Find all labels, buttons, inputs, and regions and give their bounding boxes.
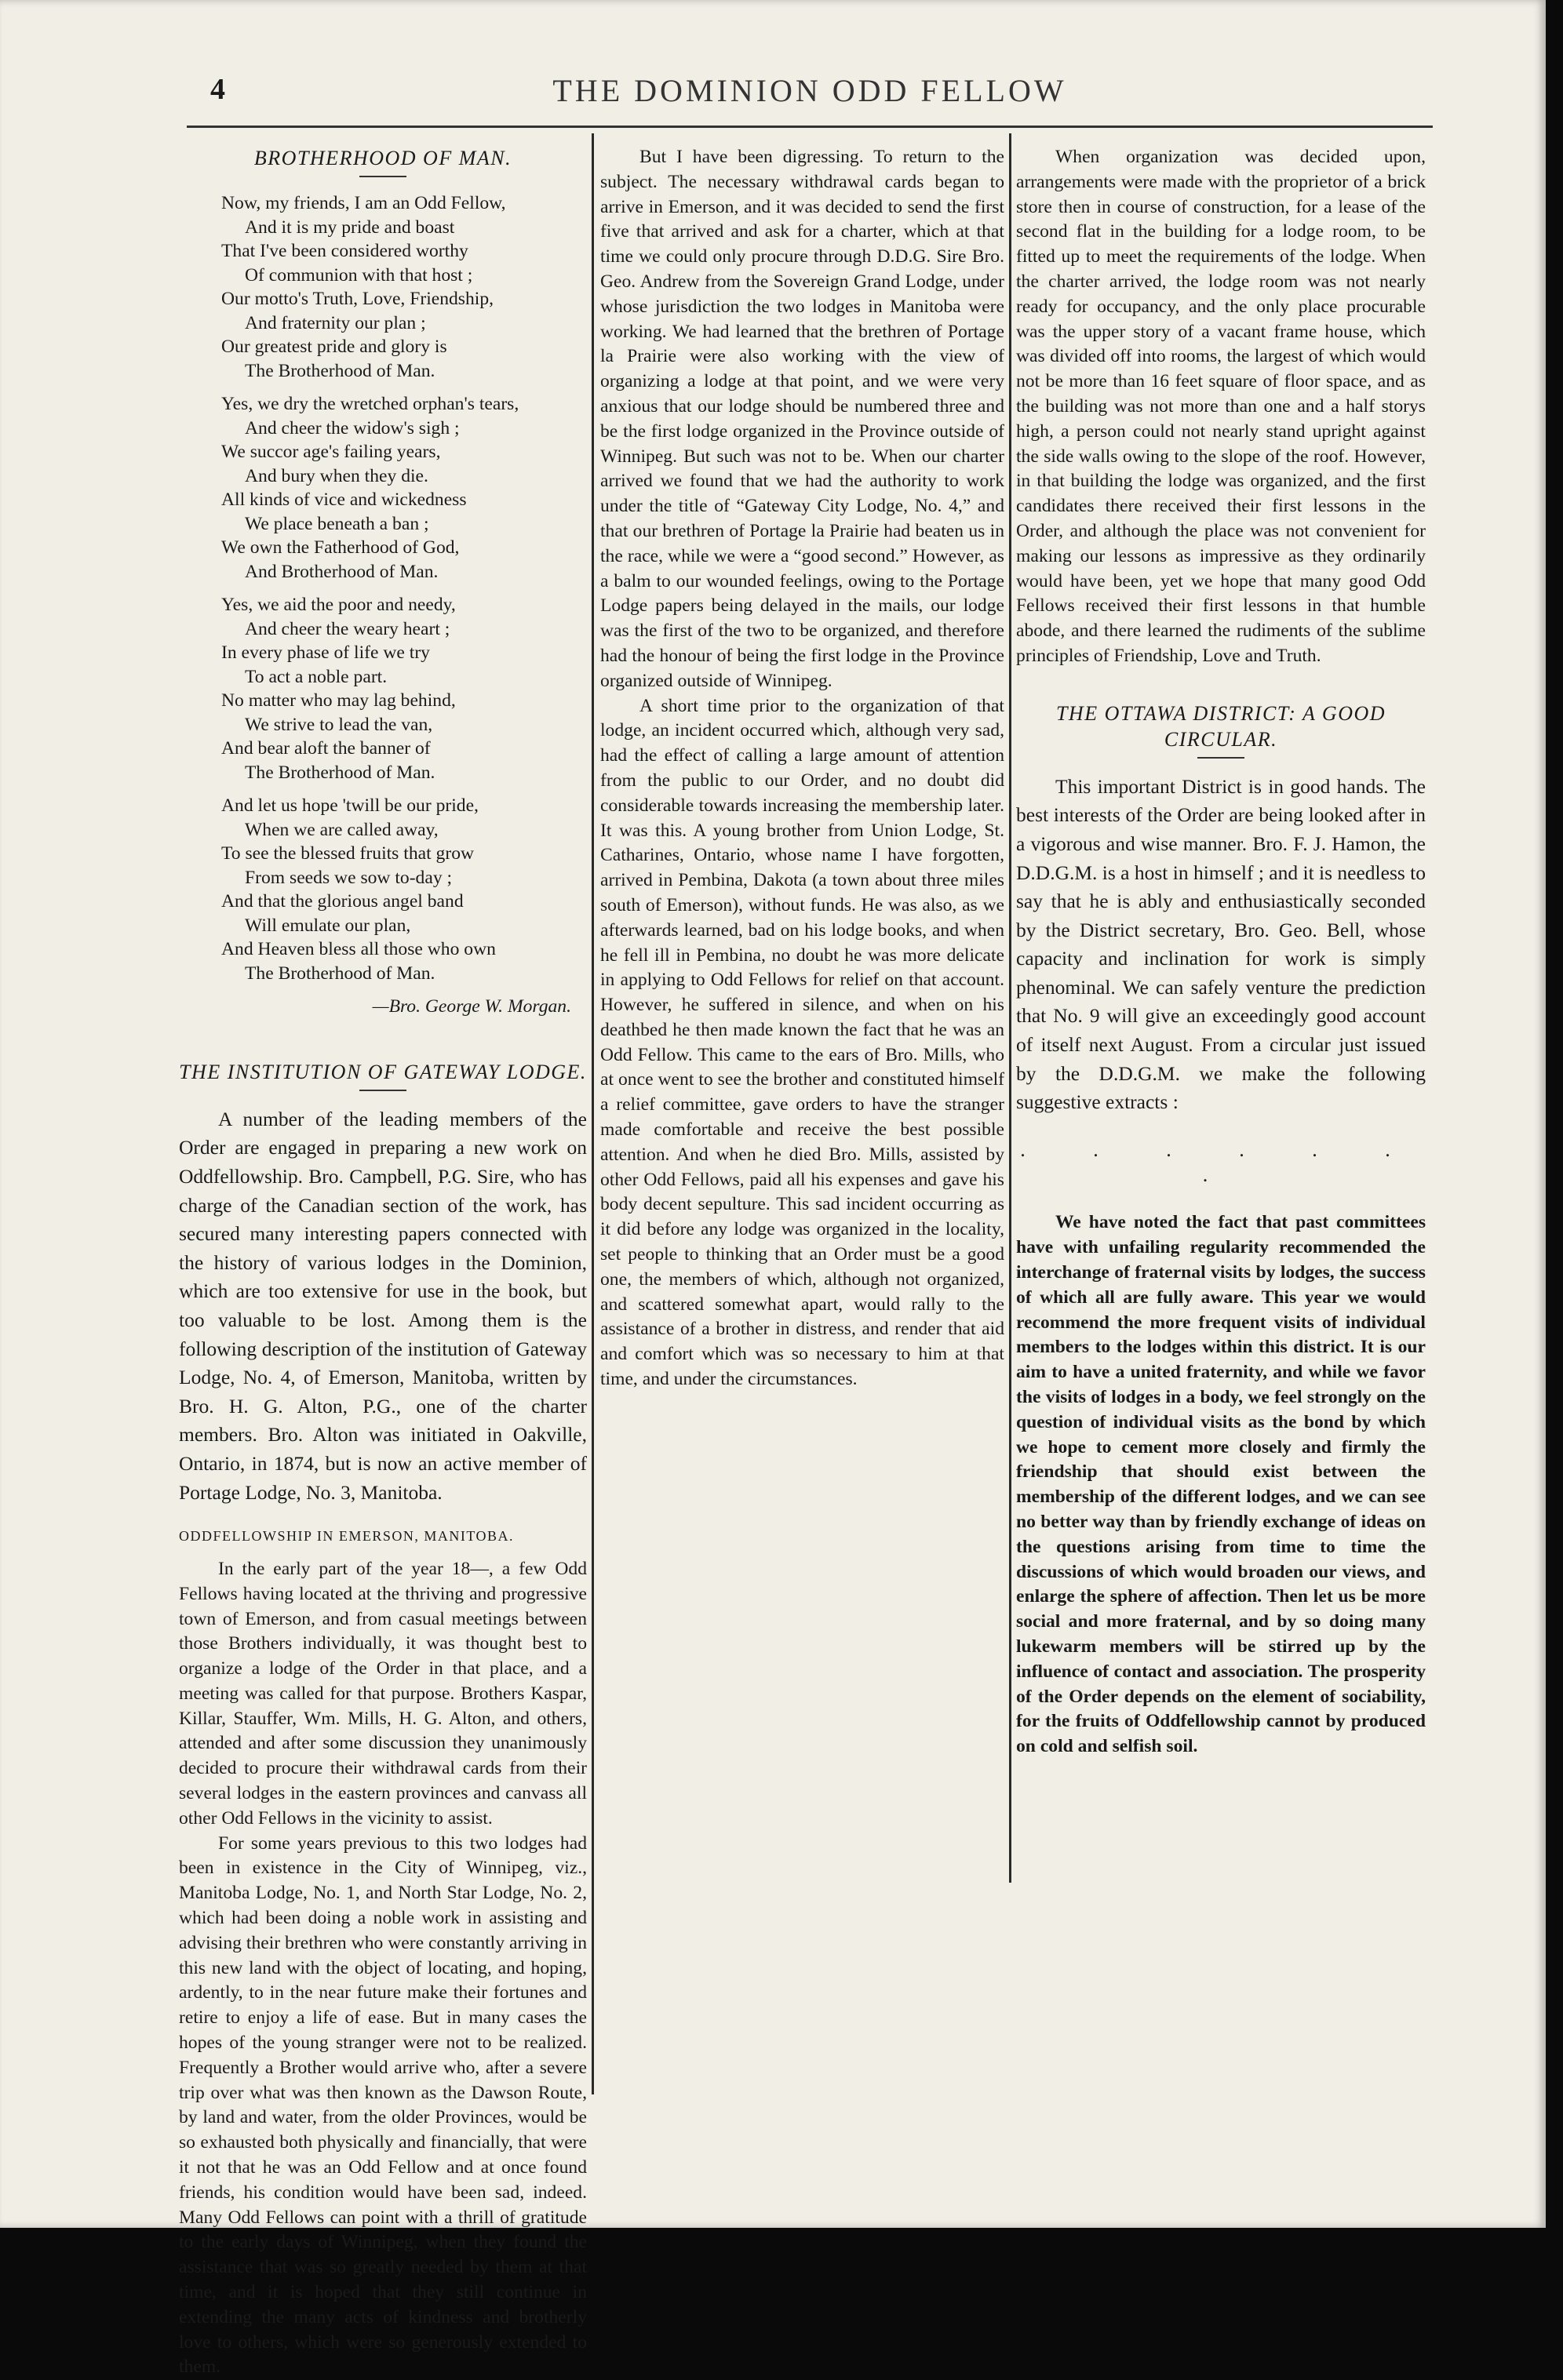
poem-stanza <box>221 392 587 584</box>
spacer <box>1016 669 1426 701</box>
poem-line: Will emulate our plan, <box>245 915 411 936</box>
poem-line: To act a noble part. <box>245 666 388 687</box>
poem-body <box>221 191 587 985</box>
poem-line: Of communion with that host ; <box>245 264 473 286</box>
poem-line: And Heaven bless all those who own <box>221 939 496 959</box>
page-header <box>187 69 1433 116</box>
column-divider <box>1009 133 1011 1883</box>
column-middle <box>600 145 1004 2153</box>
poem-line: And let us hope 'twill be our pride, <box>221 795 479 816</box>
poem-title: BROTHERHOOD OF MAN. <box>253 147 512 169</box>
poem-line: From seeds we sow to-day ; <box>245 867 453 888</box>
paragraph: But I have been digressing. To return to the subject. The necessary withdrawal cards began to arrive in Emerson, and it was decided to send the first five that arrived and ask for a charter, which at that time we could only procure through D.D.G. Sire Bro. Geo. Andrew from the Sovereign Grand Lodge, under whose jurisdiction the two lodges in Manitoba were working. We had learned that the brethren of Portage la Prairie were also working with the view of organizing a lodge at that point, and we were very anxious that our lodge should be numbered three and be the first lodge organized in the Province outside of Winnipeg. But such was not to be. When our charter arrived we found that we had the authority to work under the title of “Gateway City Lodge, No. 4,” and that our brethren of Portage la Prairie had beaten us in the race, while we were a “good second.” However, as a balm to our wounded feelings, owing to the Portage Lodge papers being delayed in the mails, our lodge was the first of the two to be organized, and therefore had the honour of being the first lodge in the Province organized outside of Winnipeg. <box>600 147 1004 691</box>
poem-stanza <box>221 794 587 985</box>
paragraph: For some years previous to this two lodges had been in existence in the City of Winnipeg, viz., Manitoba Lodge, No. 1, and North Star Lodge, No. 2, which had been doing a noble work in assisting and advising their brethren who were constantly arriving in this new land with the object of locating, and hoping, ardently, to in the near future make their fortunes and retire to enjoy a life of ease. But in many cases the hopes of the young stranger were not to be realized. Frequently a Brother would arrive who, after a severe trip over what was then known as the Dawson Route, by land and water, from the older Provinces, would be so exhausted both physically and financially, that were it not that he was an Odd Fellow and at once found friends, his condition would have been sad, indeed. Many Odd Fellows can point with a thrill of gratitude to the early days of Winnipeg, when they found the assistance that was so greatly needed by them at that time, and it is hoped that they still continue in extending the many acts of kindness and brotherly love to others, which were so generously extended to them. <box>179 1832 587 2378</box>
poem-line: We succor age's failing years, <box>221 442 441 462</box>
title-rule <box>359 1090 406 1091</box>
poem-line: Our greatest pride and glory is <box>221 337 447 357</box>
paragraph: In the early part of the year 18—, a few Odd Fellows having located at the thriving and progressive town of Emerson, and from casual meetings between those Brothers individually, it was thought best to organize a lodge of the Order in that place, and a meeting was called for that purpose. Brothers Kaspar, Killar, Stauffer, Wm. Mills, H. G. Alton, and others, attended and after some discussion they unanimously decided to procure their withdrawal cards from their several lodges in the eastern provinces and canvass all other Odd Fellows in the vicinity to assist. <box>179 1558 587 1829</box>
poem-line: The Brotherhood of Man. <box>245 360 435 381</box>
poem-line: And it is my pride and boast <box>245 217 455 238</box>
poem-line: We own the Fatherhood of God, <box>221 537 460 558</box>
poem-line: We strive to lead the van, <box>245 714 433 735</box>
running-title: THE DOMINION ODD FELLOW <box>552 73 1067 108</box>
poem-line: And cheer the weary heart ; <box>245 618 450 639</box>
poem-line: Now, my friends, I am an Odd Fellow, <box>221 193 506 213</box>
poem-stanza <box>221 593 587 784</box>
ottawa-intro <box>1016 773 1426 1117</box>
article-title: THE INSTITUTION OF GATEWAY LODGE. <box>179 1060 587 1083</box>
poem-line: The Brotherhood of Man. <box>245 762 435 783</box>
poem-line: Our motto's Truth, Love, Friendship, <box>221 289 494 309</box>
poem-line: The Brotherhood of Man. <box>245 963 435 984</box>
article-title: THE OTTAWA DISTRICT: A GOOD CIRCULAR. <box>1055 701 1386 751</box>
poem-line: That I've been considered worthy <box>221 241 468 261</box>
poem-stanza <box>221 191 587 383</box>
article-intro <box>179 1105 587 1507</box>
poem-line: Yes, we aid the poor and needy, <box>221 595 456 615</box>
poem-line: And that the glorious angel band <box>221 891 464 912</box>
poem-line: No matter who may lag behind, <box>221 690 456 711</box>
poem-line: And bear aloft the banner of <box>221 738 431 759</box>
page-number: 4 <box>210 73 225 106</box>
paragraph: A number of the leading members of the Order are engaged in preparing a new work on Oddfellowship. Bro. Campbell, P.G. Sire, who has charge of the Canadian section of the work, has secured many interesting papers connected with the history of various lodges in the Dominion, which are too extensive for use in the book, but too valuable to be lost. Among them is the following description of the institution of Gateway Lodge, No. 4, of Emerson, Manitoba, written by Bro. H. G. Alton, P.G., one of the charter members. Bro. Alton was initiated in Oakville, Ontario, in 1874, but is now an active member of Portage Lodge, No. 3, Manitoba. <box>179 1107 587 1504</box>
circular-extract <box>1016 1210 1426 1760</box>
paragraph: We have noted the fact that past committees have with unfailing regularity recommended the interchange of fraternal visits by lodges, the success of which all are fully aware. This year we would recommend the more frequent visits of individual members to the lodges within this district. It is our aim to have a united fraternity, and while we favor the visits of lodges in a body, we feel strongly on the question of individual visits as the bond by which we hope to cement more closely and firmly the friendship that should exist between the membership of the different lodges, and we can see no better way than by friendly exchange of ideas on the questions arising from time to time the discussions of which would broaden our views, and enlarge the sphere of affection. Then let us be more social and more fraternal, and by so doing many lukewarm members will be stirred up by the influence of contact and association. The prosperity of the Order depends on the element of sociability, for the fruits of Oddfellowship cannot by produced on cold and selfish soil. <box>1016 1212 1426 1757</box>
title-rule <box>359 176 406 177</box>
poem-line: And cheer the widow's sigh ; <box>245 417 460 439</box>
article-subheading: ODDFELLOWSHIP IN EMERSON, MANITOBA. <box>179 1528 515 1545</box>
paragraph: A short time prior to the organization of that lodge, an incident occurred which, although very sad, had the effect of calling a large amount of attention from the public to our Order, and no doubt did considerable towards increasing the membership later. It was this. A young brother from Union Lodge, St. Catharines, Ontario, whose name I have forgotten, arrived in Pembina, Dakota (a town about three miles south of Emerson), without funds. He was also, as we afterwards learned, bad on his lodge books, and when he fell ill in Pembina, no doubt he was more delicate in applying to Odd Fellows for relief on that account. However, he suffered in silence, and when on his deathbed he then made known the fact that he was an Odd Fellow. This came to the ears of Bro. Mills, who at once went to see the brother and constituted himself a relief committee, gave orders to have the stranger made comfortable and receive the best possible attention. And when he died Bro. Mills, assisted by other Odd Fellows, paid all his expenses and gave his body decent sepulture. This sad incident occurring as it did before any lodge was organized in the locality, set people to thinking that an Order must be a good one, the members of which, although not organized, and scattered somewhat apart, would rally to the assistance of a brother in distress, and render that aid and comfort which was so necessary to him at that time, and under the circumstances. <box>600 695 1004 1390</box>
header-rule <box>187 126 1433 128</box>
paragraph: When organization was decided upon, arrangements were made with the proprietor of a brick store then in course of construction, for a lease of the second flat in the building for a lodge room, to be fitted up to meet the requirements of the lodge. When the charter arrived, the lodge room was not nearly ready for occupancy, and the only place procurable was the upper story of a vacant frame house, which was divided off into rooms, the largest of which would not be more than 16 feet square of floor space, and as the building was not more than one and a half storys high, a person could not nearly stand upright against the side walls owing to the slope of the roof. However, in that building the lodge was organized, and the first candidates there received their first lessons in the Order, and although the place was not convenient for making our lessons as impressive as they ordinarily would have been, yet we hope that many good Odd Fellows received their first lessons in that humble abode, and there learned the rudiments of the sublime principles of Friendship, Love and Truth. <box>1016 147 1426 666</box>
poem-signature: —Bro. George W. Morgan. <box>372 996 571 1017</box>
poem-line: We place beneath a ban ; <box>245 513 429 534</box>
poem-line: When we are called away, <box>245 819 439 840</box>
poem-line: And fraternity our plan ; <box>245 312 426 333</box>
ellipsis-break: . . . . . . . <box>1020 1137 1422 1186</box>
poem-line: And Brotherhood of Man. <box>245 561 439 582</box>
poem-line: To see the blessed fruits that grow <box>221 843 475 864</box>
column-divider <box>592 133 594 2094</box>
poem-line: In every phase of life we try <box>221 642 430 663</box>
title-rule <box>1197 757 1244 759</box>
poem-line: All kinds of vice and wickedness <box>221 489 467 510</box>
poem-line: And bury when they die. <box>245 465 428 486</box>
paragraph: This important District is in good hands. The best interests of the Order are being looked after in a vigorous and wise manner. Bro. F. J. Hamon, the D.D.G.M. is a host in himself ; and it is needless to say that he is ably and enthusiastically seconded by the District secretary, Bro. Geo. Bell, whose capacity and inclination for work is simply phenominal. We can safely venture the prediction that No. 9 will give an exceedingly good account of itself next August. From a circular just issued by the D.D.G.M. we make the following suggestive extracts : <box>1016 774 1426 1114</box>
column-left <box>179 145 587 2378</box>
poem-line: Yes, we dry the wretched orphan's tears, <box>221 394 519 414</box>
column-right <box>1016 145 1426 2153</box>
